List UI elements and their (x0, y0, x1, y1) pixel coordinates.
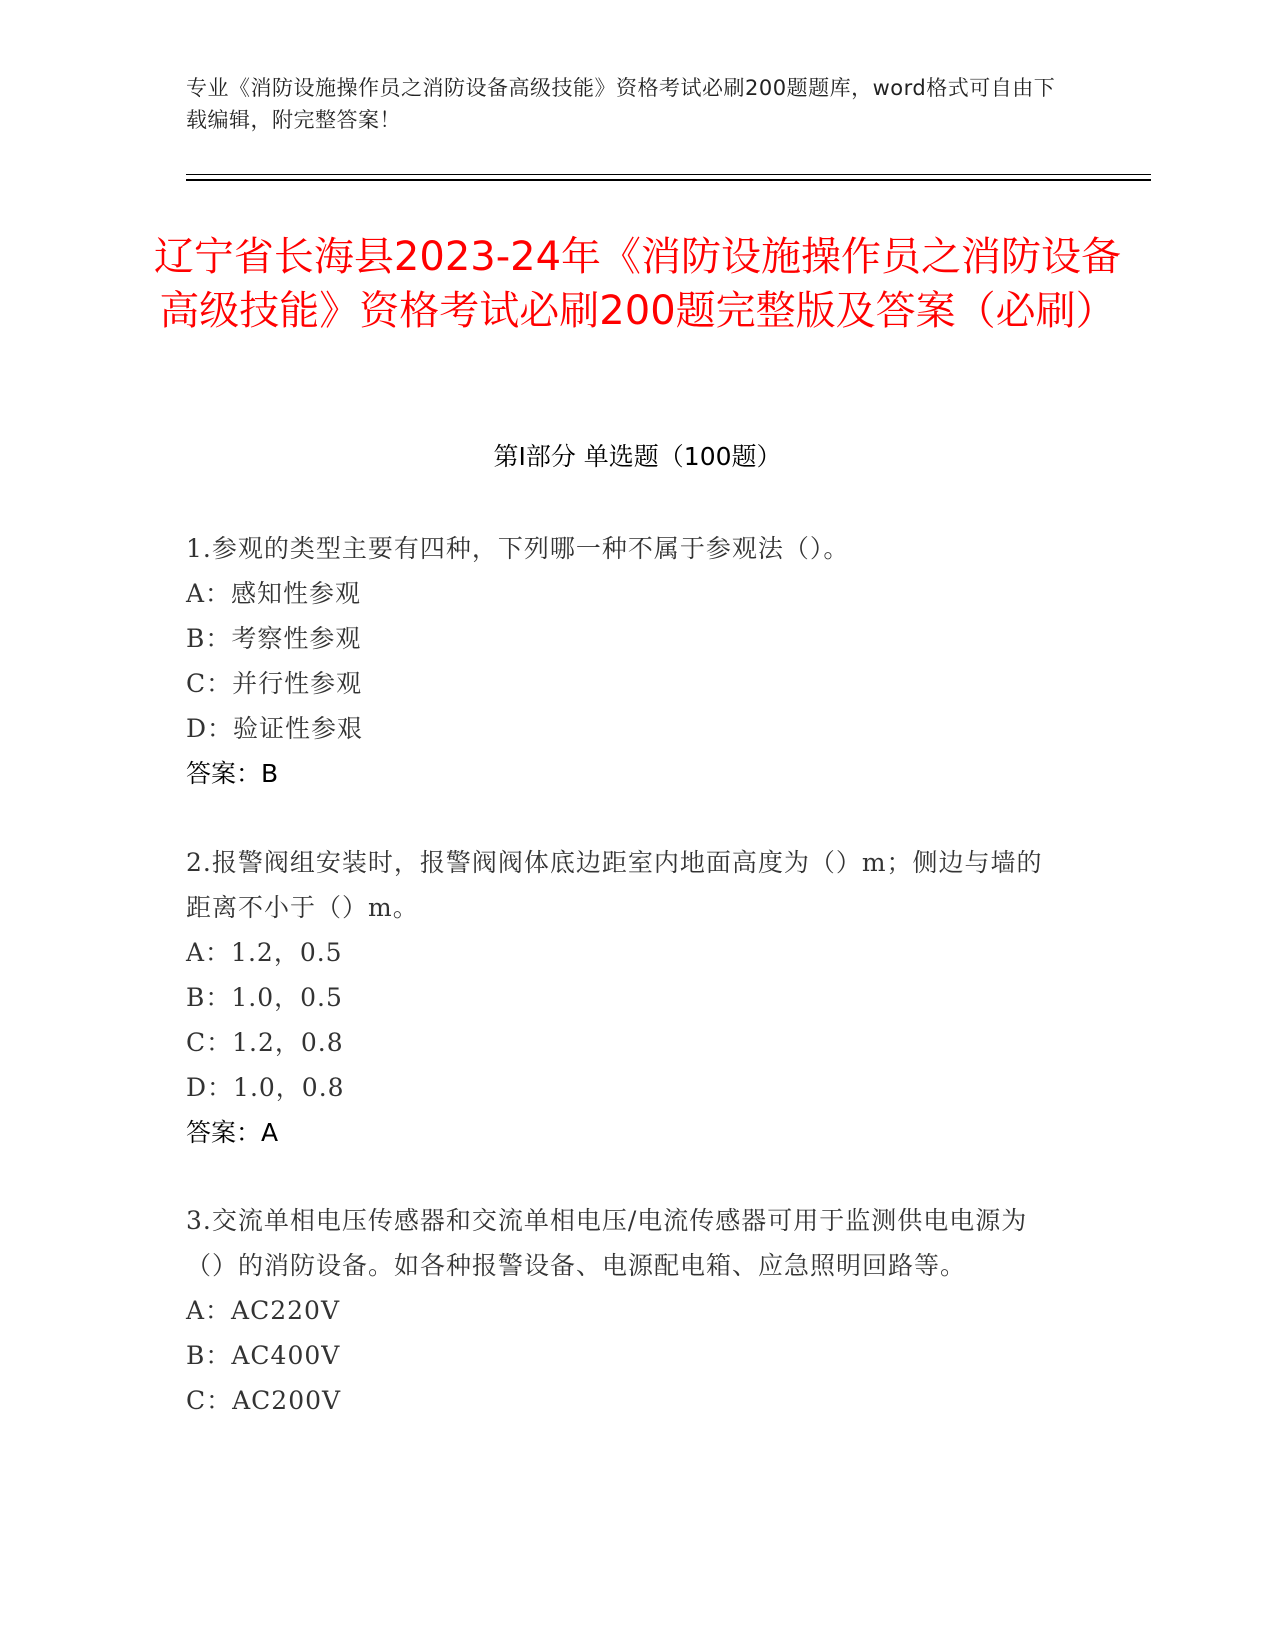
question-1 (186, 526, 1066, 796)
option-c: C：1.2，0.8 (186, 1028, 344, 1057)
answer: 答案：B (186, 759, 279, 788)
option-a: A：感知性参观 (186, 579, 362, 608)
answer: 答案：A (186, 1118, 279, 1147)
document-title: 辽宁省长海县2023-24年《消防设施操作员之消防设备高级技能》资格考试必刷200题完整版及答案（必刷） (153, 234, 1122, 334)
option-c: C：AC200V (186, 1386, 342, 1415)
question-3 (186, 1198, 1066, 1423)
option-b: B：AC400V (186, 1341, 341, 1370)
header-divider-thick (186, 179, 1151, 181)
option-a: A：1.2，0.5 (186, 938, 343, 967)
question-stem: 3.交流单相电压传感器和交流单相电压/电流传感器可用于监测供电电源为（）的消防设备。如各种报警设备、电源配电箱、应急照明回路等。 (186, 1206, 1028, 1280)
option-a: A：AC220V (186, 1296, 341, 1325)
question-2 (186, 840, 1066, 1155)
section-heading: 第Ⅰ部分 单选题（100题） (493, 442, 782, 471)
option-d: D：1.0，0.8 (186, 1073, 345, 1102)
header-note: 专业《消防设施操作员之消防设备高级技能》资格考试必刷200题题库，word格式可自由下载编辑，附完整答案！ (186, 76, 1056, 132)
option-b: B：1.0，0.5 (186, 983, 343, 1012)
option-d: D：验证性参艰 (186, 714, 364, 743)
question-stem: 2.报警阀组安装时，报警阀阀体底边距室内地面高度为（）m；侧边与墙的距离不小于（）m。 (186, 848, 1043, 922)
header-divider-thin (186, 174, 1151, 175)
option-c: C：并行性参观 (186, 669, 363, 698)
option-b: B：考察性参观 (186, 624, 362, 653)
question-stem: 1.参观的类型主要有四种，下列哪一种不属于参观法（）。 (186, 534, 850, 563)
